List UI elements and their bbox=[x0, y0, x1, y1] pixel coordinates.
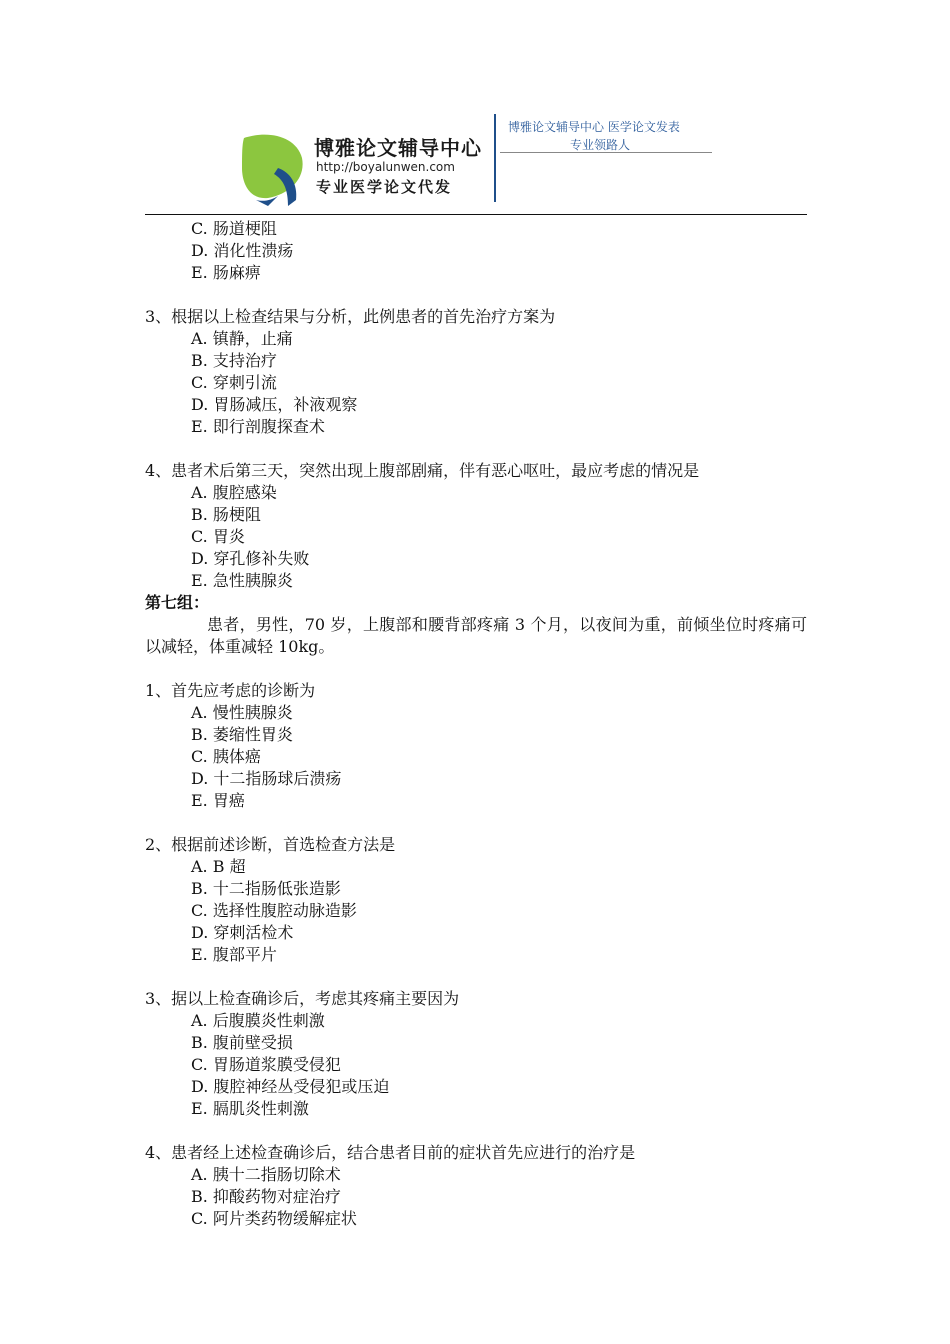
option: C. 选择性腹腔动脉造影 bbox=[191, 901, 357, 920]
header-right-underline bbox=[500, 152, 712, 153]
option: D. 穿刺活检术 bbox=[191, 923, 294, 942]
option: A. 腹腔感染 bbox=[191, 483, 277, 502]
question: 4、患者术后第三天，突然出现上腹部剧痛，伴有恶心呕吐，最应考虑的情况是 bbox=[145, 461, 700, 480]
option: E. 即行剖腹探查术 bbox=[191, 417, 325, 436]
option: A. 胰十二指肠切除术 bbox=[191, 1165, 341, 1184]
option: C. 肠道梗阻 bbox=[191, 219, 277, 238]
option: B. 腹前壁受损 bbox=[191, 1033, 293, 1052]
option: B. 萎缩性胃炎 bbox=[191, 725, 293, 744]
header-right-title bbox=[508, 118, 680, 135]
option: A. 慢性胰腺炎 bbox=[191, 703, 293, 722]
option: D. 腹腔神经丛受侵犯或压迫 bbox=[191, 1077, 390, 1096]
header-right-title-text: 博雅论文辅导中心 医学论文发表 bbox=[508, 120, 680, 134]
option: A. 后腹膜炎性刺激 bbox=[191, 1011, 325, 1030]
option: A. B 超 bbox=[191, 857, 246, 876]
header-right-subtitle bbox=[570, 136, 630, 153]
option: E. 胃癌 bbox=[191, 791, 245, 810]
option: D. 消化性溃疡 bbox=[191, 241, 294, 260]
option: D. 穿孔修补失败 bbox=[191, 549, 310, 568]
brand-slogan: 专业医学论文代发 bbox=[316, 178, 453, 196]
brand-url: http://boyalunwen.com bbox=[316, 160, 455, 174]
option: C. 胰体癌 bbox=[191, 747, 261, 766]
option: B. 十二指肠低张造影 bbox=[191, 879, 341, 898]
option: D. 胃肠减压，补液观察 bbox=[191, 395, 358, 414]
option: C. 胃肠道浆膜受侵犯 bbox=[191, 1055, 341, 1074]
option: C. 穿刺引流 bbox=[191, 373, 277, 392]
option: A. 镇静，止痛 bbox=[191, 329, 293, 348]
case-description: 患者，男性，70 岁，上腹部和腰背部疼痛 3 个月，以夜间为重，前倾坐位时疼痛可以减轻，体重减轻 10kg。 bbox=[145, 615, 807, 656]
header-right-subtitle-text: 专业领路人 bbox=[570, 138, 631, 152]
option: C. 阿片类药物缓解症状 bbox=[191, 1209, 357, 1228]
header-divider bbox=[494, 114, 496, 202]
option: E. 急性胰腺炎 bbox=[191, 571, 293, 590]
group-title: 第七组： bbox=[145, 593, 210, 612]
option: E. 肠麻痹 bbox=[191, 263, 261, 282]
brand-title: 博雅论文辅导中心 bbox=[314, 136, 482, 160]
option: B. 支持治疗 bbox=[191, 351, 277, 370]
page-header bbox=[238, 108, 718, 208]
logo-leaf-icon bbox=[238, 128, 308, 208]
question: 2、根据前述诊断，首选检查方法是 bbox=[145, 835, 396, 854]
question: 1、首先应考虑的诊断为 bbox=[145, 681, 316, 700]
question: 4、患者经上述检查确诊后，结合患者目前的症状首先应进行的治疗是 bbox=[145, 1143, 636, 1162]
document-body bbox=[145, 218, 807, 1230]
option: E. 膈肌炎性刺激 bbox=[191, 1099, 309, 1118]
question: 3、根据以上检查结果与分析，此例患者的首先治疗方案为 bbox=[145, 307, 556, 326]
option: C. 胃炎 bbox=[191, 527, 245, 546]
option: B. 肠梗阻 bbox=[191, 505, 261, 524]
header-rule bbox=[145, 214, 807, 215]
question: 3、据以上检查确诊后，考虑其疼痛主要因为 bbox=[145, 989, 460, 1008]
option: D. 十二指肠球后溃疡 bbox=[191, 769, 342, 788]
option: E. 腹部平片 bbox=[191, 945, 277, 964]
option: B. 抑酸药物对症治疗 bbox=[191, 1187, 341, 1206]
